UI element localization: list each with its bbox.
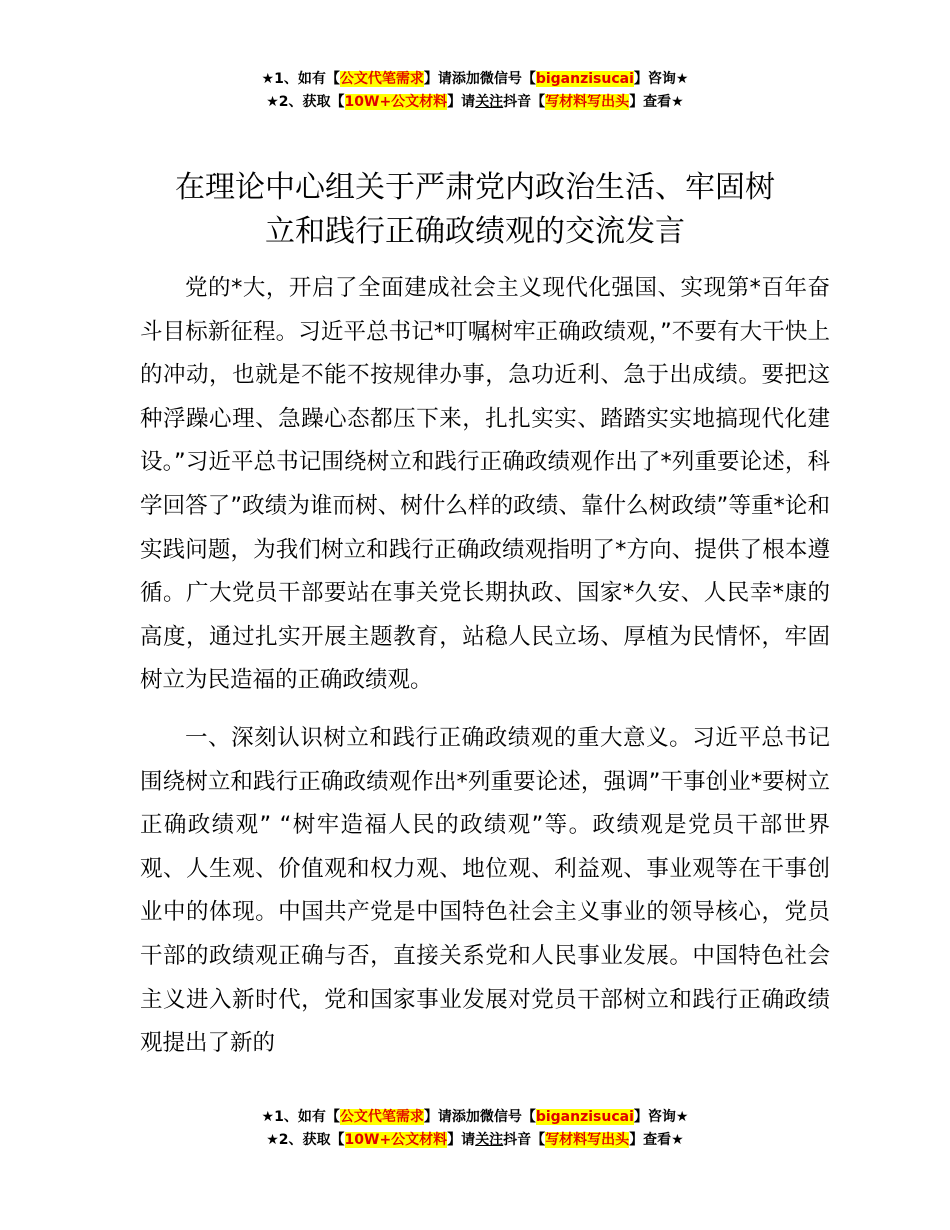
notice-text: 抖音【: [503, 94, 546, 110]
paragraph-1: 党的*大，开启了全面建成社会主义现代化强国、实现第*百年奋斗目标新征程。习近平总书记*叮嘱树牢正确政绩观，”不要有大干快上的冲动，也就是不能不按规律办事，急功近利、急于出成绩。要把这种浮躁心理、急躁心态都压下来，扎扎实实、踏踏实实地搞现代化建设。”习近平总书记围绕树立和践行正确政绩观作出了*列重要论述，科学回答了”政绩为谁而树、树什么样的政绩、靠什么树政绩”等重*论和实践问题，为我们树立和践行正确政绩观指明了*方向、提供了根本遵循。广大党员干部要站在事关党长期执政、国家*久安、人民幸*康的高度，通过扎实开展主题教育，站稳人民立场、厚植为民情怀，牢固树立为民造福的正确政绩观。: [140, 275, 830, 694]
title-line-1: 在理论中心组关于严肃党内政治生活、牢固树: [175, 170, 775, 205]
notice-highlight: 公文代笔需求: [339, 1109, 424, 1125]
wechat-id-highlight: biganzisucai: [535, 1109, 634, 1125]
notice-highlight: 公文代笔需求: [339, 71, 424, 87]
notice-text: ★1、如有【: [261, 71, 340, 87]
notice-text: 】请添加微信号【: [423, 1109, 536, 1125]
notice-text: 】咨询★: [633, 1109, 689, 1125]
notice-underlined: 关注: [475, 94, 504, 110]
paragraph-2: 一、深刻认识树立和践行正确政绩观的重大意义。习近平总书记围绕树立和践行正确政绩观作出*列重要论述，强调”干事创业*要树立正确政绩观” “树牢造福人民的政绩观”等。政绩观是党员干部世界观、人生观、价值观和权力观、地位观、利益观、事业观等在干事创业中的体现。中国共产党是中国特色社会主义事业的领导核心，党员干部的政绩观正确与否，直接关系党和人民事业发展。中国特色社会主义进入新时代，党和国家事业发展对党员干部树立和践行正确政绩观提出了新的: [140, 724, 830, 1057]
footer-notice: [0, 1106, 950, 1152]
douyin-highlight: 写材料写出头: [545, 1132, 630, 1148]
notice-underlined: 关注: [475, 1132, 504, 1148]
notice-text: ★1、如有【: [261, 1109, 340, 1125]
notice-text: 】咨询★: [633, 71, 689, 87]
footer-notice-line-1: [0, 1106, 950, 1129]
notice-text: ★2、获取【: [266, 1132, 345, 1148]
notice-text: ★2、获取【: [266, 94, 345, 110]
douyin-highlight: 写材料写出头: [545, 94, 630, 110]
notice-text: 】请: [447, 94, 476, 110]
header-notice-line-1: [0, 68, 950, 91]
notice-text: 】查看★: [629, 1132, 684, 1148]
document-title: [130, 166, 820, 254]
footer-notice-line-2: [0, 1129, 950, 1152]
notice-highlight: 10W+公文材料: [344, 1132, 448, 1148]
title-line-2: 立和践行正确政绩观的交流发言: [265, 214, 685, 249]
notice-text: 抖音【: [503, 1132, 546, 1148]
document-body: [140, 267, 830, 1066]
notice-text: 】查看★: [629, 94, 684, 110]
header-notice-line-2: [0, 91, 950, 114]
header-notice: [0, 68, 950, 114]
notice-highlight: 10W+公文材料: [344, 94, 448, 110]
wechat-id-highlight: biganzisucai: [535, 71, 634, 87]
notice-text: 】请添加微信号【: [423, 71, 536, 87]
notice-text: 】请: [447, 1132, 476, 1148]
